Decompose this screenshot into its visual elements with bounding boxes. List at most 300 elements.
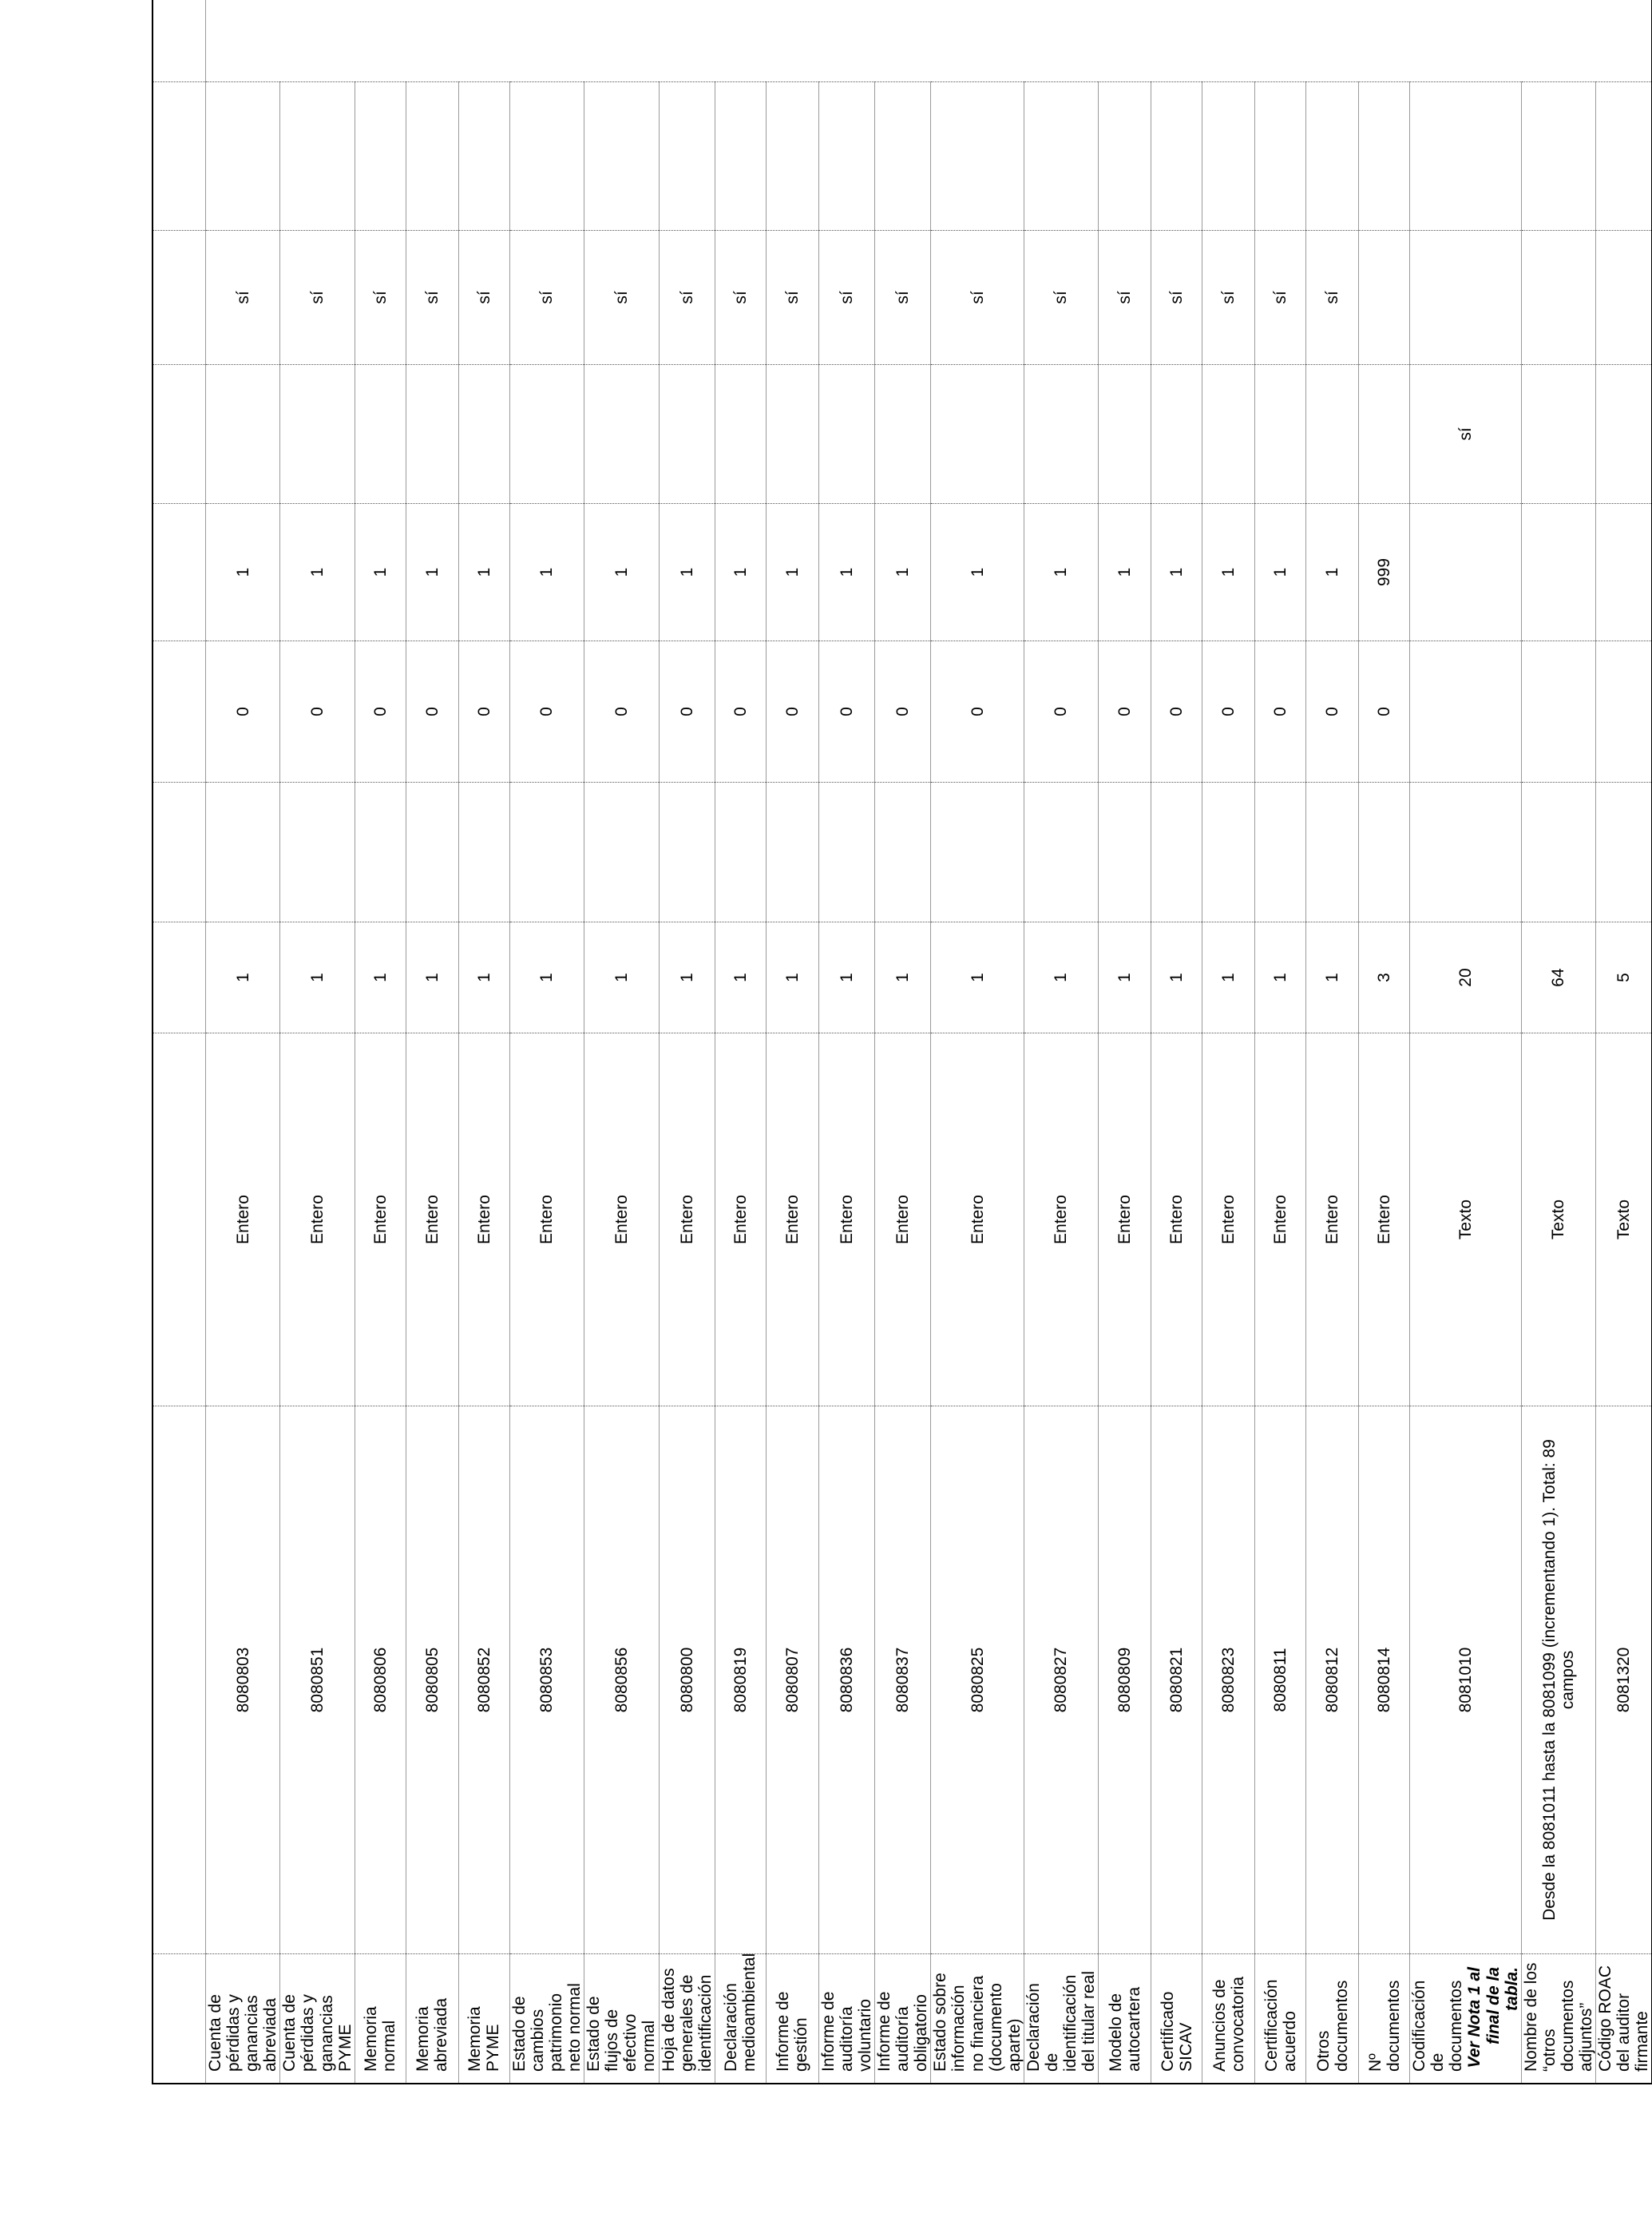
cell-col10 xyxy=(1255,82,1306,231)
cell-min xyxy=(1521,641,1595,783)
cell-field-number-text: 8080851 xyxy=(308,1647,327,1713)
cell-max-text: 1 xyxy=(1271,567,1290,577)
cell-type-text: Entero xyxy=(1167,1195,1187,1244)
cell-col5 xyxy=(659,783,715,922)
cell-min-text: 0 xyxy=(308,707,327,716)
cell-field-number xyxy=(1255,1406,1306,1954)
cell-field-name-text: Cuenta de pérdidas y ganancias abreviada xyxy=(206,1994,280,2072)
cell-field-number-text: Desde la 8081011 hasta la 8081099 (incrementando 1). Total: 89 campos xyxy=(1539,1439,1577,1921)
cell-required-text: sí xyxy=(968,291,987,304)
cell-col8 xyxy=(280,365,355,504)
cell-required xyxy=(584,231,659,365)
cell-field-number-text: 8080837 xyxy=(893,1647,913,1713)
cell-min xyxy=(875,641,931,783)
cell-required xyxy=(458,231,509,365)
cell-min-text: 0 xyxy=(612,707,631,716)
cell-col5 xyxy=(715,783,766,922)
cell-required xyxy=(1359,231,1410,365)
cell-field-name xyxy=(1151,1954,1202,2084)
cell-max xyxy=(1359,504,1410,641)
cell-max xyxy=(1306,504,1359,641)
cell-field-name-text: Memoria normal xyxy=(362,2006,399,2072)
cell-required-text: sí xyxy=(677,291,696,304)
cell-length-text: 1 xyxy=(474,973,493,982)
cell-field-number xyxy=(875,1406,931,1954)
cell-max-text: 1 xyxy=(893,567,913,577)
cell-field-number-text: 8080814 xyxy=(1375,1647,1394,1713)
table-row xyxy=(1359,0,1410,2084)
cell-required xyxy=(1521,231,1595,365)
cell-max xyxy=(715,504,766,641)
cell-length xyxy=(584,922,659,1033)
cell-length xyxy=(818,922,874,1033)
cell-field-number-text: 8080811 xyxy=(1271,1648,1290,1712)
cell-length-text: 1 xyxy=(537,973,557,982)
cell-col10 xyxy=(1596,82,1652,231)
cell-col8 xyxy=(1596,365,1652,504)
cell-required-text: sí xyxy=(1167,291,1187,304)
cell-col8 xyxy=(1521,365,1595,504)
cell-min xyxy=(1024,641,1098,783)
cell-field-number xyxy=(1202,1406,1255,1954)
cell-col8 xyxy=(659,365,715,504)
cell-length xyxy=(1151,922,1202,1033)
cell-min xyxy=(458,641,509,783)
cell-max xyxy=(818,504,874,641)
cell-required-text: sí xyxy=(370,291,390,304)
cell-col5 xyxy=(875,783,931,922)
cell-field-name xyxy=(1410,1954,1522,2084)
cell-col10 xyxy=(715,82,766,231)
cell-col5 xyxy=(1151,783,1202,922)
cell-field-number-text: 8080809 xyxy=(1115,1647,1135,1713)
cell-required xyxy=(406,231,458,365)
cell-col8 xyxy=(458,365,509,504)
cell-max xyxy=(1255,504,1306,641)
cell-field-number-text: 8080836 xyxy=(837,1647,856,1713)
cell-required xyxy=(280,231,355,365)
cell-length xyxy=(280,922,355,1033)
table-cell xyxy=(153,1954,206,2084)
cell-field-name xyxy=(715,1954,766,2084)
cell-length xyxy=(715,922,766,1033)
cell-length xyxy=(659,922,715,1033)
cell-max xyxy=(1024,504,1098,641)
table-row xyxy=(766,0,818,2084)
cell-required xyxy=(659,231,715,365)
cell-required-text: sí xyxy=(731,291,750,304)
cell-min-text: 0 xyxy=(1375,707,1394,716)
cell-max-text: 1 xyxy=(677,567,696,577)
cell-required-text: sí xyxy=(612,291,631,304)
cell-length xyxy=(766,922,818,1033)
cell-type-text: Entero xyxy=(1271,1195,1290,1244)
cell-max-text: 1 xyxy=(837,567,856,577)
cell-min xyxy=(280,641,355,783)
cell-col5 xyxy=(931,783,1024,922)
cell-max xyxy=(766,504,818,641)
cell-field-number-text: 8080853 xyxy=(537,1647,557,1713)
cell-min-text: 0 xyxy=(422,707,442,716)
cell-col8 xyxy=(1202,365,1255,504)
table-cell xyxy=(153,922,206,1033)
cell-field-number-text: 8080819 xyxy=(731,1647,750,1713)
cell-type xyxy=(1099,1033,1151,1406)
cell-field-name xyxy=(659,1954,715,2084)
cell-min xyxy=(406,641,458,783)
cell-min-text: 0 xyxy=(677,707,696,716)
cell-max xyxy=(1410,504,1522,641)
cell-field-name xyxy=(206,1954,280,2084)
cell-field-name xyxy=(458,1954,509,2084)
cell-min xyxy=(355,641,406,783)
cell-min xyxy=(766,641,818,783)
cell-field-name-text: Codificación de documentos xyxy=(1410,1980,1466,2072)
cell-field-name-text: Estado de cambios patrimonio neto normal xyxy=(509,1983,584,2072)
cell-field-number-text: 8080803 xyxy=(233,1647,252,1713)
cell-field-name xyxy=(818,1954,874,2084)
cell-col8-text: sí xyxy=(1456,427,1475,441)
cell-col10 xyxy=(875,82,931,231)
cell-col5 xyxy=(1596,783,1652,922)
cell-length xyxy=(406,922,458,1033)
cell-min xyxy=(1410,641,1522,783)
cell-min xyxy=(509,641,584,783)
cell-min xyxy=(1255,641,1306,783)
cell-field-name-text: Informe de gestión xyxy=(774,1991,811,2072)
cell-min xyxy=(1202,641,1255,783)
cell-min xyxy=(584,641,659,783)
cell-type-text: Entero xyxy=(233,1195,252,1244)
cell-col10 xyxy=(1099,82,1151,231)
cell-type-text: Texto xyxy=(1614,1199,1634,1240)
cell-required xyxy=(818,231,874,365)
cell-min-text: 0 xyxy=(1219,707,1238,716)
table-row xyxy=(1099,0,1151,2084)
cell-field-name xyxy=(931,1954,1024,2084)
cell-min-text: 0 xyxy=(474,707,493,716)
cell-length-text: 1 xyxy=(837,973,856,982)
cell-col10 xyxy=(1151,82,1202,231)
cell-length-text: 64 xyxy=(1549,968,1568,987)
cell-required-text: sí xyxy=(1219,291,1238,304)
cell-length xyxy=(355,922,406,1033)
cell-type xyxy=(818,1033,874,1406)
cell-col8 xyxy=(1024,365,1098,504)
cell-col5 xyxy=(1410,783,1522,922)
cell-required xyxy=(715,231,766,365)
cell-min xyxy=(818,641,874,783)
cell-length-text: 5 xyxy=(1614,973,1634,982)
cell-min-text: 0 xyxy=(1271,707,1290,716)
cell-col10 xyxy=(1024,82,1098,231)
cell-type xyxy=(715,1033,766,1406)
cell-max xyxy=(1151,504,1202,641)
cell-required-text: sí xyxy=(837,291,856,304)
cell-required xyxy=(1202,231,1255,365)
cell-type-text: Entero xyxy=(422,1195,442,1244)
cell-max xyxy=(458,504,509,641)
cell-field-number-text: 8081010 xyxy=(1456,1647,1475,1713)
table-cell xyxy=(153,231,206,365)
cell-max-text: 1 xyxy=(1167,567,1187,577)
cell-type xyxy=(206,1033,280,1406)
cell-field-name-text: Código ROAC del auditor firmante xyxy=(1596,1965,1652,2072)
cell-length-text: 1 xyxy=(233,973,252,982)
cell-required-text: sí xyxy=(1115,291,1135,304)
cell-required-text: sí xyxy=(537,291,557,304)
cell-length-text: 3 xyxy=(1375,973,1394,982)
cell-col5 xyxy=(1306,783,1359,922)
cell-col10 xyxy=(1359,82,1410,231)
table-cell xyxy=(153,82,206,231)
cell-length-text: 20 xyxy=(1456,968,1475,987)
cell-type-text: Entero xyxy=(612,1195,631,1244)
cell-col10 xyxy=(355,82,406,231)
cell-min-text: 0 xyxy=(968,707,987,716)
cell-max-text: 1 xyxy=(782,567,802,577)
cell-field-number-text: 8080800 xyxy=(677,1647,696,1713)
cell-required-text: sí xyxy=(1323,291,1342,304)
cell-type-text: Entero xyxy=(1375,1195,1394,1244)
cell-field-name-text: Certificación acuerdo xyxy=(1262,1979,1299,2072)
cell-length-text: 1 xyxy=(1219,973,1238,982)
cell-field-number xyxy=(584,1406,659,1954)
cell-max xyxy=(931,504,1024,641)
cell-field-name xyxy=(1099,1954,1151,2084)
cell-col8 xyxy=(1306,365,1359,504)
table-row xyxy=(1202,0,1255,2084)
table-row xyxy=(1151,0,1202,2084)
table-cell xyxy=(153,1406,206,1954)
fields-table xyxy=(153,0,1652,2084)
cell-col5 xyxy=(766,783,818,922)
cell-col8 xyxy=(206,365,280,504)
cell-col5 xyxy=(355,783,406,922)
cell-min xyxy=(931,641,1024,783)
cell-length-text: 1 xyxy=(968,973,987,982)
cell-max-text: 1 xyxy=(1052,567,1071,577)
cell-required-text: sí xyxy=(422,291,442,304)
cell-col10 xyxy=(280,82,355,231)
cell-field-number-text: 8080805 xyxy=(422,1647,442,1713)
table-cell xyxy=(153,1033,206,1406)
cell-length xyxy=(1306,922,1359,1033)
cell-field-number xyxy=(355,1406,406,1954)
cell-field-number xyxy=(766,1406,818,1954)
cell-field-number-text: 8080825 xyxy=(968,1647,987,1713)
cell-max xyxy=(1521,504,1595,641)
cell-max xyxy=(1202,504,1255,641)
cell-field-name xyxy=(406,1954,458,2084)
cell-field-name xyxy=(584,1954,659,2084)
cell-type-text: Entero xyxy=(537,1195,557,1244)
cell-field-number xyxy=(659,1406,715,1954)
cell-field-name xyxy=(766,1954,818,2084)
cell-type xyxy=(1024,1033,1098,1406)
cell-max-text: 999 xyxy=(1375,557,1394,587)
cell-required-text: sí xyxy=(308,291,327,304)
cell-length-text: 1 xyxy=(422,973,442,982)
cell-required-text: sí xyxy=(474,291,493,304)
cell-type xyxy=(1596,1033,1652,1406)
table-cell xyxy=(153,783,206,922)
cell-field-name-text: Declaración de identificación del titular real xyxy=(1024,1970,1099,2072)
cell-length-text: 1 xyxy=(1167,973,1187,982)
cell-field-number xyxy=(1099,1406,1151,1954)
cell-field-number xyxy=(509,1406,584,1954)
cell-max-text: 1 xyxy=(1323,567,1342,577)
cell-type xyxy=(875,1033,931,1406)
cell-length xyxy=(458,922,509,1033)
table-row xyxy=(1521,0,1595,2084)
cell-field-number xyxy=(458,1406,509,1954)
cell-type xyxy=(1359,1033,1410,1406)
table-row xyxy=(280,0,355,2084)
cell-col8 xyxy=(931,365,1024,504)
cell-required xyxy=(766,231,818,365)
cell-min-text: 0 xyxy=(1052,707,1071,716)
cell-type xyxy=(355,1033,406,1406)
cell-col5 xyxy=(280,783,355,922)
cell-col5 xyxy=(1099,783,1151,922)
cell-field-number-text: 8080852 xyxy=(474,1647,493,1713)
cell-min-text: 0 xyxy=(1115,707,1135,716)
cell-length-text: 1 xyxy=(1052,973,1071,982)
cell-field-number-text: 8080807 xyxy=(782,1647,802,1713)
table-row xyxy=(458,0,509,2084)
cell-field-number xyxy=(1151,1406,1202,1954)
cell-required-text: sí xyxy=(233,291,252,304)
cell-length-text: 1 xyxy=(1115,973,1135,982)
cell-length-text: 1 xyxy=(370,973,390,982)
cell-type-text: Texto xyxy=(1456,1199,1475,1240)
cell-max xyxy=(659,504,715,641)
cell-type-text: Entero xyxy=(782,1195,802,1244)
cell-field-number xyxy=(1024,1406,1098,1954)
cell-required xyxy=(1410,231,1522,365)
cell-field-name-text: Estado de flujos de efectivo normal xyxy=(584,1996,659,2072)
cell-type-text: Entero xyxy=(1115,1195,1135,1244)
cell-field-name xyxy=(875,1954,931,2084)
cell-field-name-text: Cuenta de pérdidas y ganancias PYME xyxy=(280,1994,355,2072)
cell-length xyxy=(931,922,1024,1033)
cell-min-text: 0 xyxy=(837,707,856,716)
cell-field-number-text: 8080827 xyxy=(1052,1647,1071,1713)
table-row xyxy=(406,0,458,2084)
cell-required xyxy=(1099,231,1151,365)
cell-col8 xyxy=(1359,365,1410,504)
cell-field-name xyxy=(1596,1954,1652,2084)
cell-required xyxy=(1255,231,1306,365)
cell-min xyxy=(1596,641,1652,783)
rotated-page-content xyxy=(153,132,1652,2084)
cell-min-text: 0 xyxy=(1323,707,1342,716)
cell-min-text: 0 xyxy=(1167,707,1187,716)
cell-col8 xyxy=(584,365,659,504)
cell-length-text: 1 xyxy=(677,973,696,982)
table-cell xyxy=(153,641,206,783)
cell-field-number xyxy=(206,1406,280,1954)
cell-length xyxy=(206,922,280,1033)
cell-type-text: Entero xyxy=(893,1195,913,1244)
cell-col10 xyxy=(1306,82,1359,231)
cell-field-name xyxy=(1359,1954,1410,2084)
cell-max-text: 1 xyxy=(731,567,750,577)
cell-min xyxy=(659,641,715,783)
cell-type-text: Entero xyxy=(1052,1195,1071,1244)
cell-max xyxy=(875,504,931,641)
cell-type xyxy=(1255,1033,1306,1406)
cell-col10 xyxy=(1521,82,1595,231)
cell-field-name xyxy=(1521,1954,1595,2084)
fields-table-body xyxy=(153,0,1652,2084)
cell-field-name-text: Memoria PYME xyxy=(465,2006,503,2072)
cell-length xyxy=(1596,922,1652,1033)
cell-col8 xyxy=(818,365,874,504)
table-row xyxy=(1255,0,1306,2084)
cell-col5 xyxy=(206,783,280,922)
cell-length-text: 1 xyxy=(1323,973,1342,982)
cell-required xyxy=(1596,231,1652,365)
cell-required xyxy=(509,231,584,365)
cell-max-text: 1 xyxy=(1115,567,1135,577)
cell-col5 xyxy=(458,783,509,922)
cell-required-text: sí xyxy=(1052,291,1071,304)
cell-type-text: Entero xyxy=(968,1195,987,1244)
cell-length-text: 1 xyxy=(893,973,913,982)
cell-type xyxy=(406,1033,458,1406)
cell-col5 xyxy=(1359,783,1410,922)
cell-col10 xyxy=(659,82,715,231)
cell-required-text: sí xyxy=(893,291,913,304)
cell-field-number xyxy=(1410,1406,1522,1954)
table-row xyxy=(818,0,874,2084)
cell-field-number xyxy=(1306,1406,1359,1954)
cell-field-number-text: 8080821 xyxy=(1167,1647,1187,1713)
cell-required-text: sí xyxy=(1271,291,1290,304)
cell-col8 xyxy=(355,365,406,504)
cell-col8 xyxy=(509,365,584,504)
cell-field-number xyxy=(931,1406,1024,1954)
cell-col8 xyxy=(1151,365,1202,504)
cell-required xyxy=(1306,231,1359,365)
table-row xyxy=(1024,0,1098,2084)
cell-type xyxy=(1202,1033,1255,1406)
cell-type xyxy=(766,1033,818,1406)
cell-min xyxy=(1359,641,1410,783)
table-row xyxy=(206,0,280,2084)
cell-min xyxy=(206,641,280,783)
cell-field-name xyxy=(1306,1954,1359,2084)
cell-col10 xyxy=(766,82,818,231)
cell-col8 xyxy=(406,365,458,504)
table-row xyxy=(1596,0,1652,2084)
table-row xyxy=(875,0,931,2084)
cell-field-name-text: Otros documentos xyxy=(1313,1980,1351,2072)
cell-field-name-text: Estado sobre información no financiera (documento aparte) xyxy=(931,1973,1024,2072)
table-row xyxy=(715,0,766,2084)
cell-length-text: 1 xyxy=(1271,973,1290,982)
cell-max-text: 1 xyxy=(233,567,252,577)
cell-field-number-text: 8080856 xyxy=(612,1647,631,1713)
cell-type-text: Entero xyxy=(474,1195,493,1244)
cell-col8 xyxy=(766,365,818,504)
cell-field-name-text: Certificado SICAV xyxy=(1158,1991,1195,2072)
table-row xyxy=(355,0,406,2084)
table-row xyxy=(931,0,1024,2084)
cell-min-text: 0 xyxy=(731,707,750,716)
